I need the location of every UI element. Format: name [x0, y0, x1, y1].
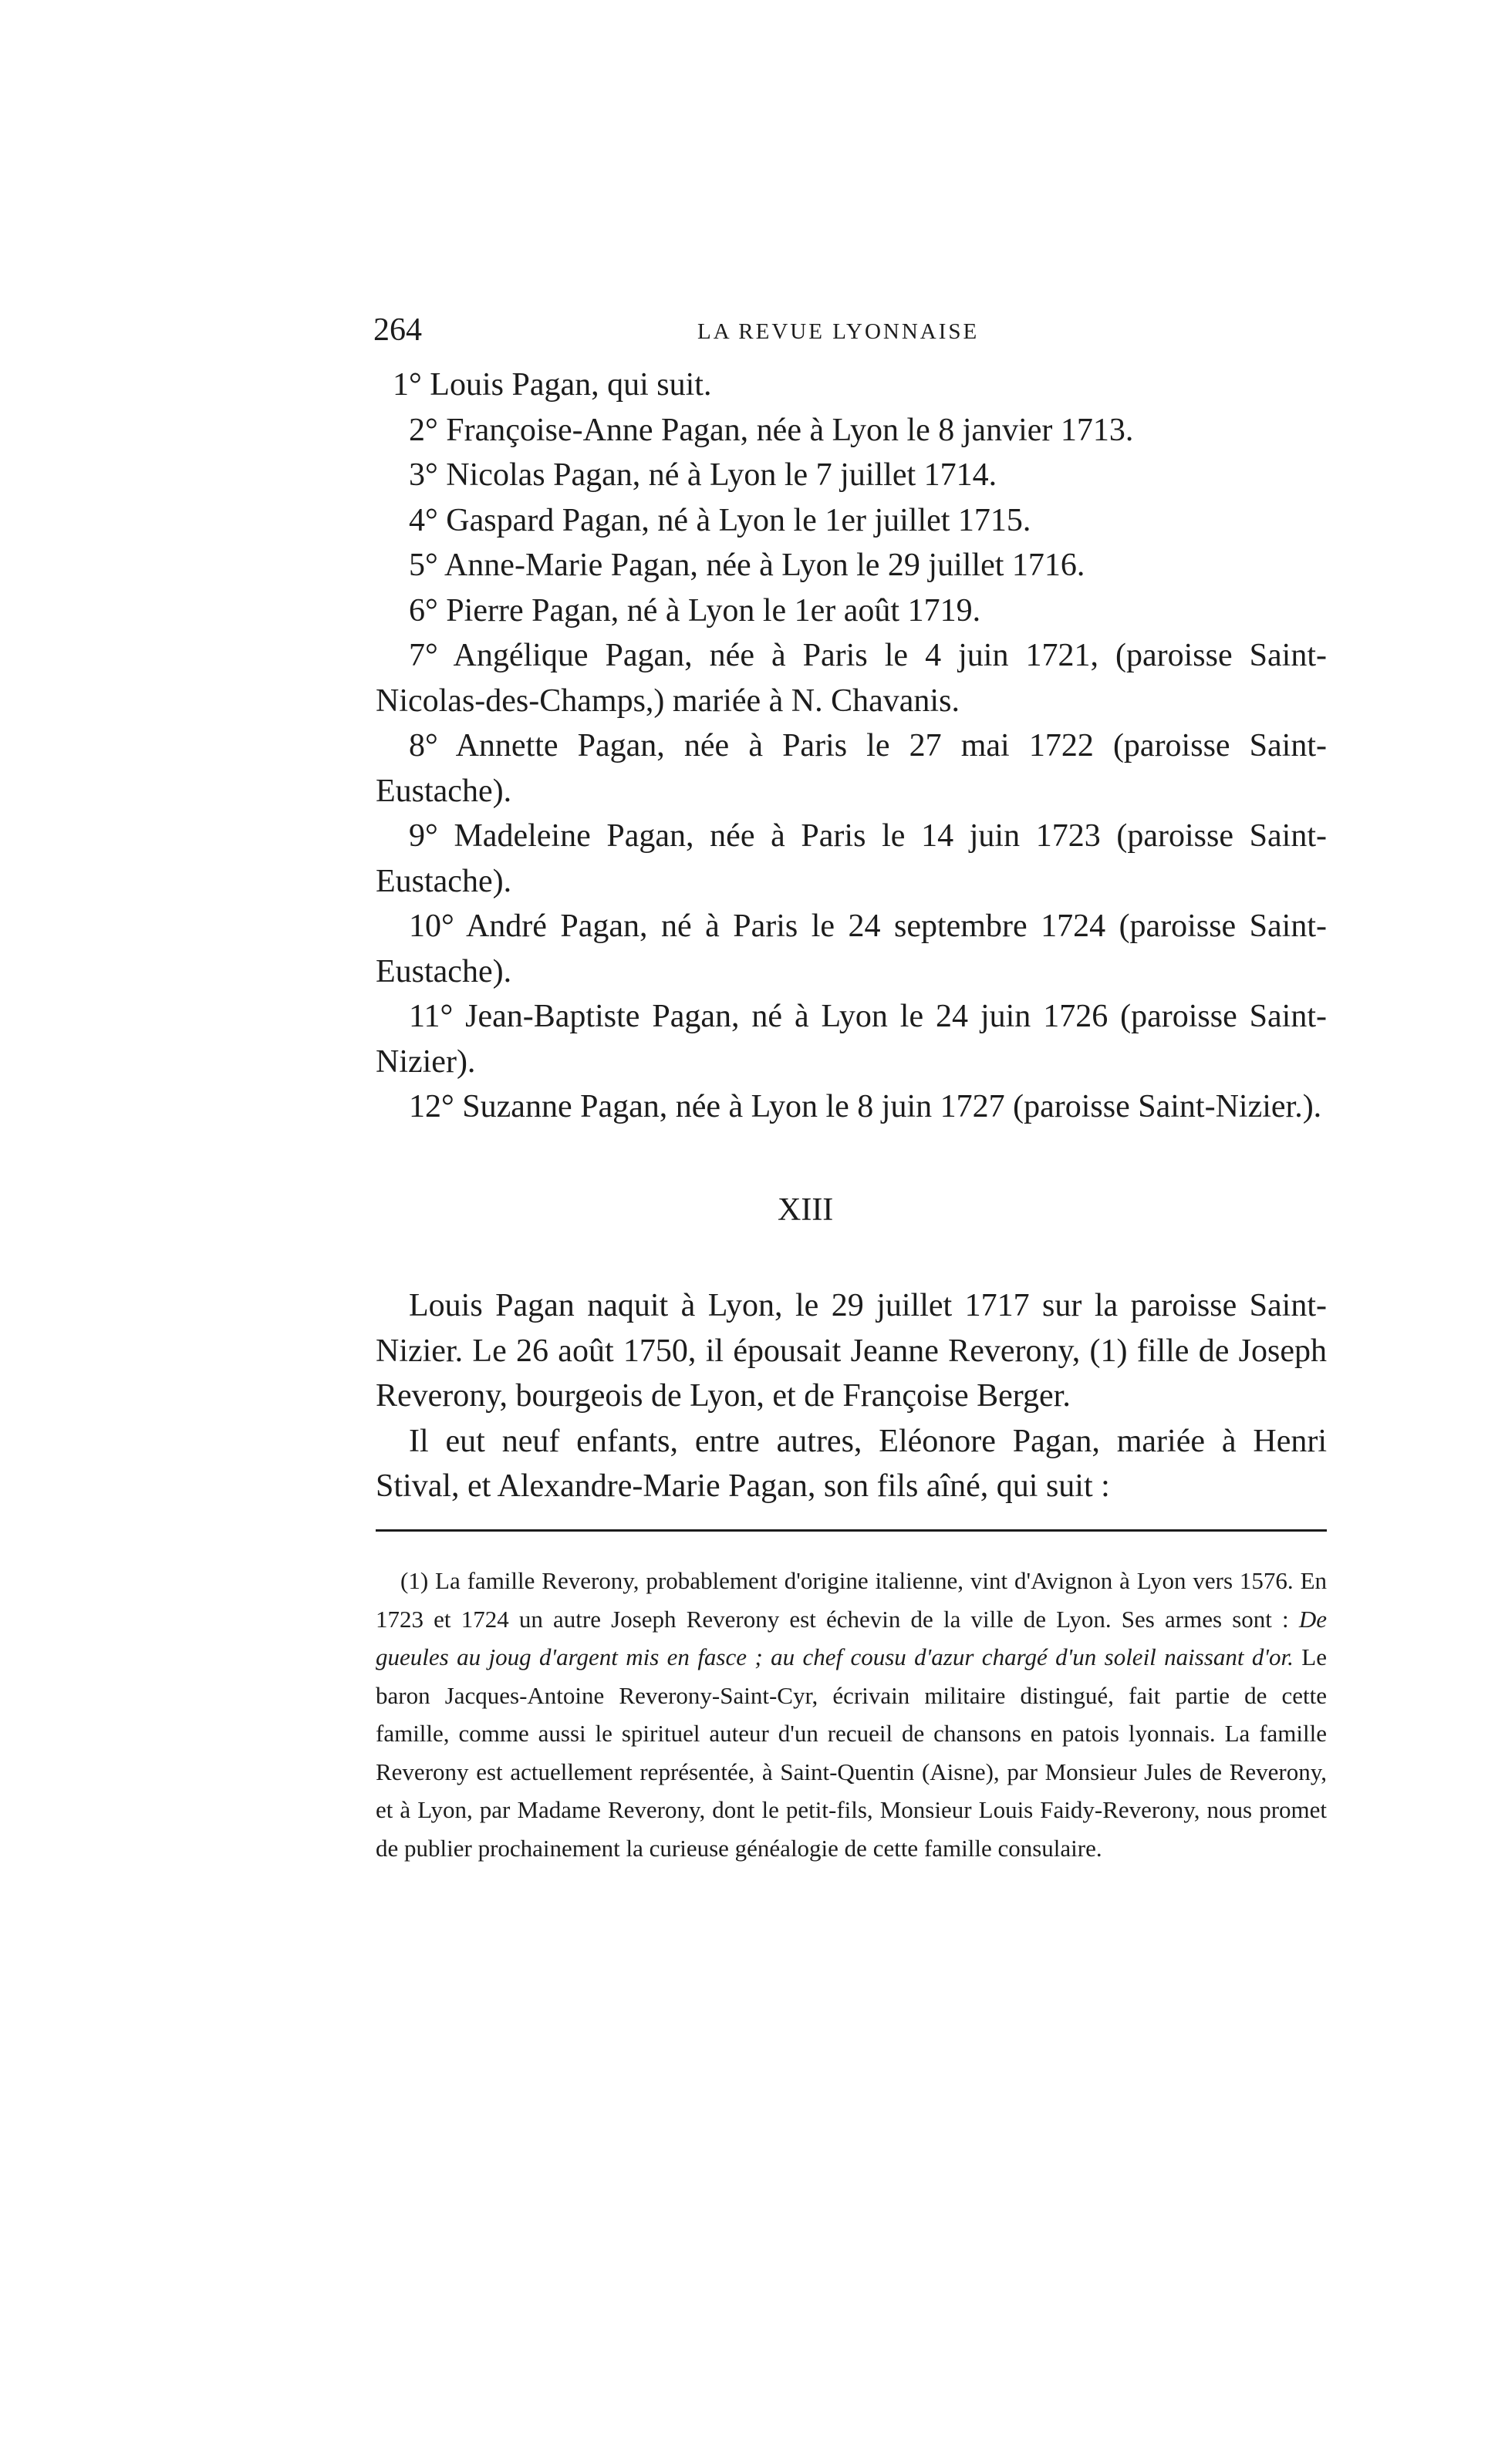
children-list [376, 362, 1327, 1130]
list-item: 9° Madeleine Pagan, née à Paris le 14 juin 1723 (paroisse Saint-Eustache). [376, 818, 1327, 899]
list-item: 2° Françoise-Anne Pagan, née à Lyon le 8 janvier 1713. [409, 412, 1134, 448]
list-item: 11° Jean-Baptiste Pagan, né à Lyon le 24 juin 1726 (paroisse Saint-Nizier). [376, 999, 1327, 1080]
list-item: 7° Angélique Pagan, née à Paris le 4 juin 1721, (paroisse Saint-Nicolas-des-Champs,) mariée à N. Chavanis. [376, 638, 1327, 719]
footnote-rest: Le baron Jacques-Antoine Reverony-Saint-Cyr, écrivain militaire distingué, fait partie de cette famille, comme aussi le spirituel auteur d'un recueil de chansons en patois lyonnais. La famille Reverony est actuellement représentée, à Saint-Quentin (Aisne), par Monsieur Jules de Reverony, et à Lyon, par Madame Reverony, dont le petit-fils, Monsieur Louis Faidy-Reverony, nous promet de publier prochainement la curieuse généalogie de cette famille consulaire. [376, 1643, 1327, 1862]
list-item: 3° Nicolas Pagan, né à Lyon le 7 juillet 1714. [409, 457, 997, 493]
footnote-blazon: De gueules au joug d'argent mis en fasce ; au chef cousu d'azur chargé d'un soleil naissant d'or. [376, 1605, 1327, 1670]
section-heading: XIII [778, 1192, 834, 1228]
footnote [376, 1562, 1327, 1867]
list-item: 4° Gaspard Pagan, né à Lyon le 1er juillet 1715. [409, 502, 1031, 538]
body-paragraph: Louis Pagan naquit à Lyon, le 29 juillet 1717 sur la paroisse Saint-Nizier. Le 26 août 1750, il épousait Jeanne Reverony, (1) fille de Joseph Reverony, bourgeois de Lyon, et de Françoise Berger. [376, 1288, 1327, 1414]
list-item: 10° André Pagan, né à Paris le 24 septembre 1724 (paroisse Saint-Eustache). [376, 908, 1327, 989]
page-number: 264 [373, 312, 422, 348]
page-header [373, 312, 1307, 358]
running-title: LA REVUE LYONNAISE [697, 319, 980, 344]
list-item: 6° Pierre Pagan, né à Lyon le 1er août 1719. [409, 592, 981, 629]
footnote-intro: (1) La famille Reverony, probablement d'origine italienne, vint d'Avignon à Lyon vers 1576. En 1723 et 1724 un autre Joseph Reverony est échevin de la ville de Lyon. Ses armes sont : [376, 1567, 1327, 1633]
footnote-divider [376, 1529, 1327, 1532]
list-item: 5° Anne-Marie Pagan, née à Lyon le 29 juillet 1716. [409, 548, 1085, 583]
list-item: 8° Annette Pagan, née à Paris le 27 mai 1722 (paroisse Saint-Eustache). [376, 728, 1327, 809]
list-item: 12° Suzanne Pagan, née à Lyon le 8 juin 1727 (paroisse Saint-Nizier.). [409, 1089, 1322, 1124]
section-body [376, 1283, 1327, 1509]
body-paragraph: Il eut neuf enfants, entre autres, Eléonore Pagan, mariée à Henri Stival, et Alexandre-Marie Pagan, son fils aîné, qui suit : [376, 1423, 1327, 1504]
list-item: 1° Louis Pagan, qui suit. [393, 367, 712, 403]
